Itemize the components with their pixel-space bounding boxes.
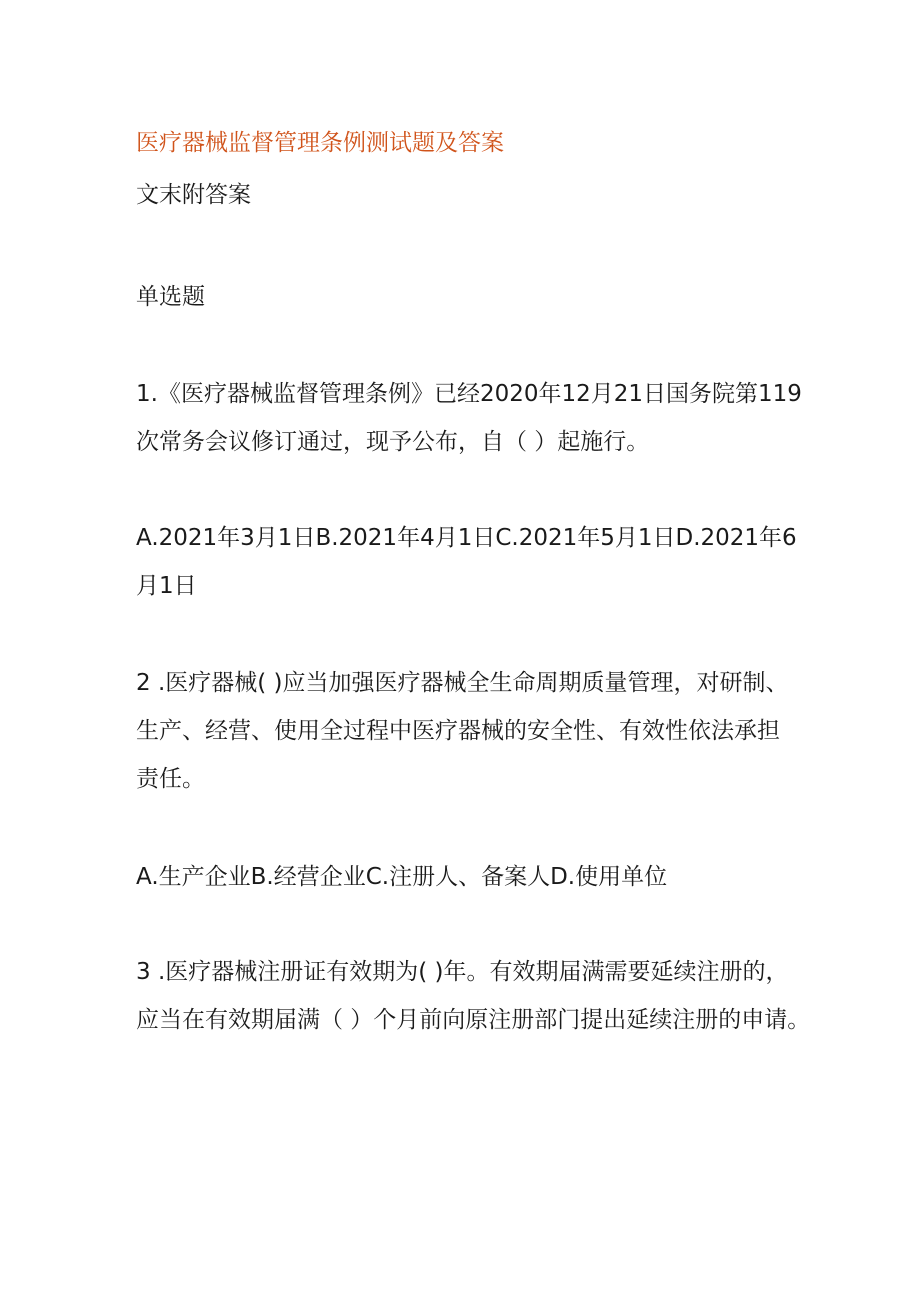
question-2-line-3: 责任。	[136, 766, 205, 792]
question-3-line-2: 应当在有效期届满（ ）个月前向原注册部门提出延续注册的申请。	[136, 1007, 811, 1033]
question-1-line-1: 1.《医疗器械监督管理条例》已经2020年12月21日国务院第119	[136, 381, 802, 407]
question-1-options	[136, 514, 796, 610]
question-1-options-line-1: A.2021年3月1日B.2021年4月1日C.2021年5月1日D.2021年6	[136, 525, 797, 551]
section-heading: 单选题	[136, 284, 205, 310]
question-1-options-line-2: 月1日	[136, 573, 197, 599]
question-2	[136, 659, 796, 803]
question-2-options-line-1: A.生产企业B.经营企业C.注册人、备案人D.使用单位	[136, 864, 668, 890]
document-title: 医疗器械监督管理条例测试题及答案	[136, 130, 504, 156]
question-2-line-2: 生产、经营、使用全过程中医疗器械的安全性、有效性依法承担	[136, 718, 780, 744]
question-3-line-1: 3 .医疗器械注册证有效期为( )年。有效期届满需要延续注册的，	[136, 959, 789, 985]
question-2-line-1: 2 .医疗器械( )应当加强医疗器械全生命周期质量管理，对研制、	[136, 670, 789, 696]
question-1	[136, 370, 802, 466]
question-2-options	[136, 853, 796, 901]
question-1-line-2: 次常务会议修订通过，现予公布，自（ ）起施行。	[136, 429, 650, 455]
question-3	[136, 948, 811, 1044]
document-subtitle: 文末附答案	[136, 182, 251, 208]
